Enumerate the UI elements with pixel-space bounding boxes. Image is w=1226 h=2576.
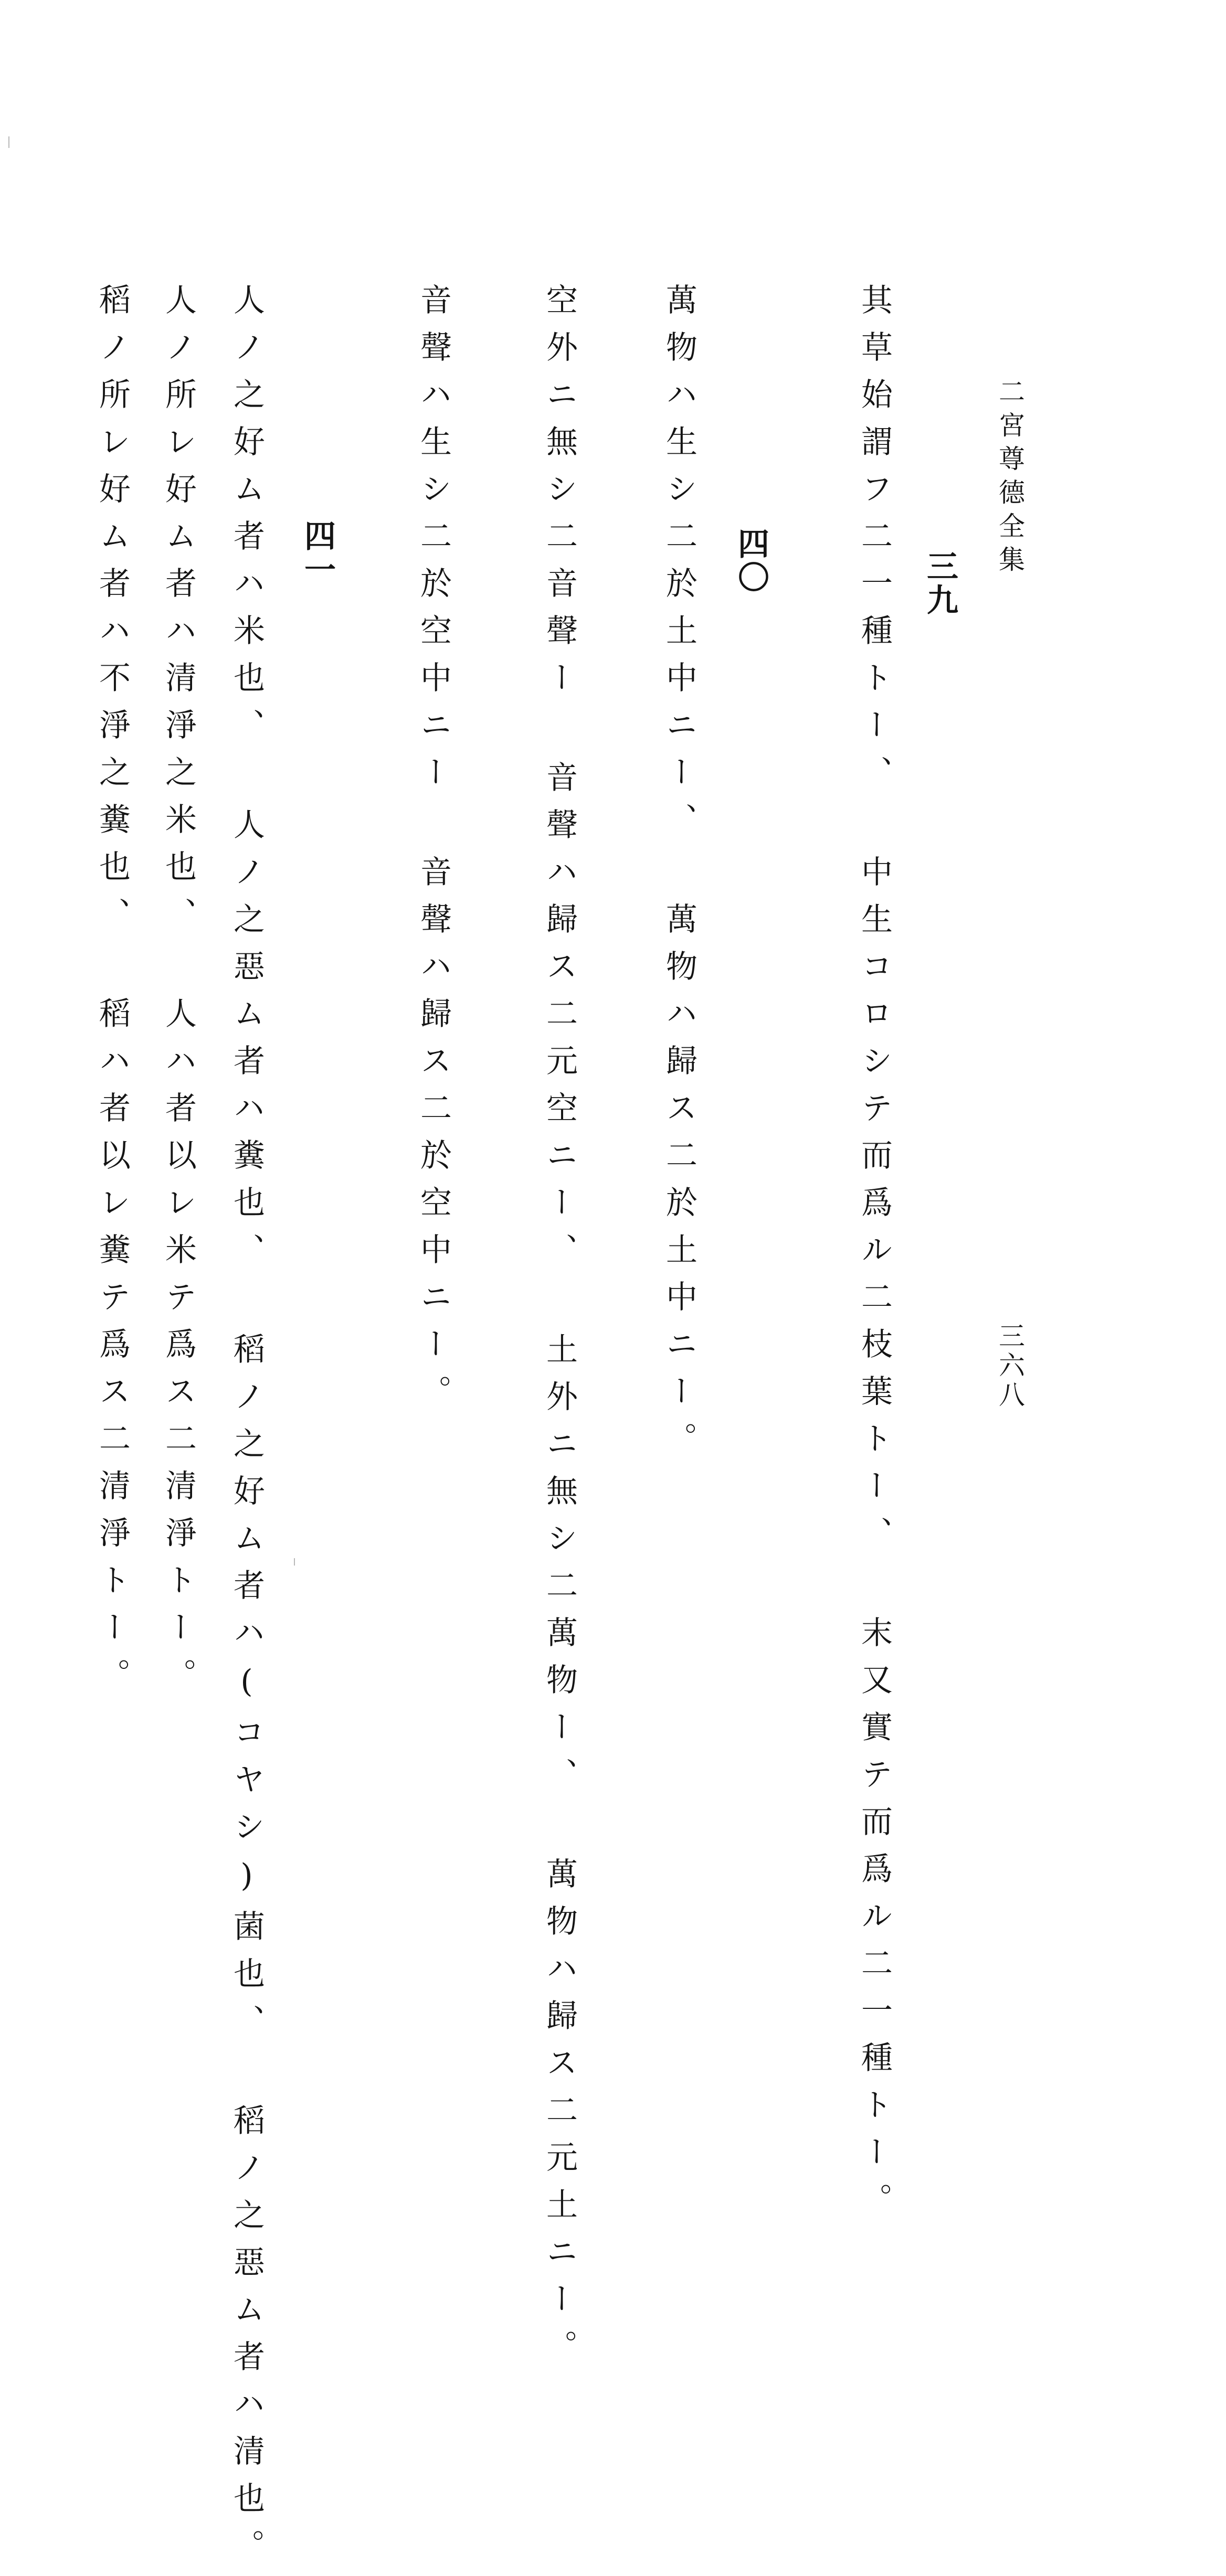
section-40-column-3 [415, 283, 452, 1422]
text-segment: 末又實テ而爲ル二一種トー。 [856, 1616, 893, 2230]
section-heading-41: 四一 [299, 519, 336, 587]
page-number: 三六八 [995, 1322, 1025, 1410]
text-segment: 萬物ハ歸ス二於土中ニー。 [661, 902, 697, 1469]
scan-mark [8, 136, 9, 148]
section-41-column-3 [94, 283, 131, 1705]
section-39-column-1 [856, 283, 893, 2230]
text-segment: 人ハ者以レ米テ爲ス二清淨トー。 [160, 997, 197, 1705]
section-41-column-1 [228, 283, 265, 2576]
text-segment: 音聲ハ歸ス二於空中ニー。 [415, 855, 452, 1422]
text-segment: 中生コロシテ而爲ル二枝葉トー、 [856, 855, 893, 1563]
section-heading-40: 四〇 [733, 527, 769, 594]
text-segment: 稻ノ之好ム者ハ(コヤシ)菌也、 [228, 1333, 265, 2051]
running-header-title: 二宮尊德全集 [995, 378, 1025, 579]
section-40-column-2 [541, 283, 578, 2377]
text-segment: 萬物ハ歸ス二元土ニー。 [541, 1857, 578, 2377]
text-segment: 其草始謂フ二一種トー、 [856, 283, 893, 803]
text-segment: 稻ノ之惡ム者ハ清也。 [228, 2104, 265, 2576]
text-segment: 人ノ所レ好ム者ハ清淨之米也、 [160, 283, 197, 944]
text-segment: 人ノ之好ム者ハ米也、 [228, 283, 265, 755]
section-heading-39: 三九 [922, 550, 958, 617]
text-segment: 音聲ハ歸ス二元空ニー、 [541, 761, 578, 1280]
text-segment: 人ノ之惡ム者ハ糞也、 [228, 808, 265, 1280]
text-segment: 稻ノ所レ好ム者ハ不淨之糞也、 [94, 283, 131, 944]
scan-mark [294, 1558, 295, 1566]
text-segment: 音聲ハ生シ二於空中ニー [415, 283, 452, 803]
section-41-column-2 [160, 283, 197, 1705]
text-segment: 稻ハ者以レ糞テ爲ス二清淨トー。 [94, 997, 131, 1705]
text-segment: 萬物ハ生シ二於土中ニー、 [661, 283, 697, 850]
text-segment: 土外ニ無シ二萬物ー、 [541, 1333, 578, 1805]
text-segment: 空外ニ無シ二音聲ー [541, 283, 578, 708]
section-40-column-1 [663, 283, 695, 1469]
